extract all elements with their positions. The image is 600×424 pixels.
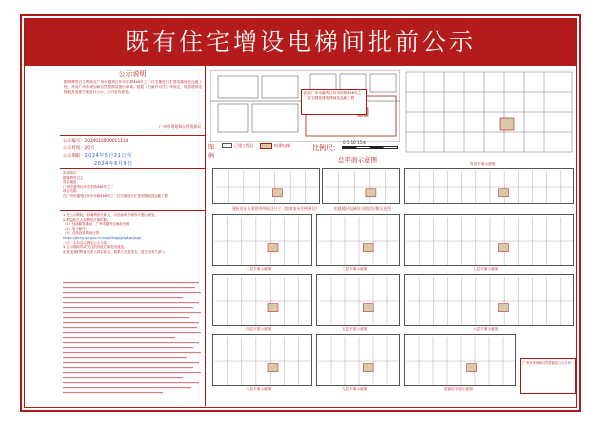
legend-swatch-elevator (260, 143, 272, 149)
floor-plan-lines (213, 215, 313, 267)
floor-plan-cell (212, 274, 312, 326)
left-margin-strip (25, 66, 60, 407)
applicant-label: 申请单位： (63, 171, 80, 175)
site-callout: 拟在广州市越秀区环市东路446号之二住宅楼加建电梯间及连廊工程 (301, 89, 367, 115)
floor-plan-caption: 九层平面示意图 (342, 387, 368, 391)
project-label: 项目名称： (63, 189, 80, 194)
floor-plan-cell (316, 274, 400, 326)
ground-floor-plan (404, 70, 574, 160)
instruction-item: 1.在公示期间，如属利害关系人，以信函或书面形式提出意见。 (63, 213, 158, 217)
floor-plan-caption: 五层平面示意图 (342, 327, 368, 331)
date-start: 2024年5月21日至 (84, 153, 133, 159)
site-plan-caption: 总平面示意图 (338, 156, 377, 164)
notice-date-row (63, 152, 132, 159)
page-title: 既有住宅增设电梯间批前公示 (25, 19, 576, 66)
floor-plan-caption: 八层平面示意图 (246, 387, 272, 391)
applicant-value: 据林辉等自主 (63, 175, 84, 180)
floor-plan-caption: 六层平面示意图 (473, 327, 499, 331)
floor-plan-lines (317, 335, 401, 387)
period-label: 公示时间： (63, 146, 85, 151)
floor-plan-cell (404, 274, 574, 326)
floor-plan-lines (213, 335, 313, 387)
notice-period-row (63, 145, 94, 151)
floor-plan-caption: 四层平面示意图 (246, 327, 272, 331)
project-value: 在广州市越秀区环市东路446号之二住宅楼进行扩建电梯间及连廊工程 (63, 193, 168, 198)
address-label: 项目地址： (63, 180, 80, 185)
applicant-block (63, 171, 203, 199)
scale-label: 比例尺: (312, 144, 336, 152)
floor-plan-cell (212, 334, 312, 386)
notice-date-end-row (94, 160, 133, 167)
instruction-item: 2.利益相关人权利的法律依据。 (63, 217, 111, 222)
divider (60, 210, 206, 211)
official-stamp: 广州市规划和自然资源局公示专用 (520, 358, 576, 394)
floor-plan-lines (213, 275, 313, 327)
floor-plan-lines (317, 215, 401, 267)
notice-heading: 公示说明 (118, 70, 147, 78)
floor-plan-cell (316, 334, 400, 386)
floor-plan-lines (323, 169, 401, 205)
floor-plan-cell (212, 214, 312, 266)
scale-numbers: 0 5 10 15米 (343, 140, 367, 145)
instruction-item: 4.意见须附利害关系人真实姓名、联系方式及签名，提交至有关部门。 (63, 249, 168, 254)
floor-plan-cell (404, 214, 574, 266)
period-value: 20天 (84, 146, 95, 151)
legend-fig-label: 图 (208, 144, 215, 151)
notice-body: 据林辉等自主利用在广州市越秀区环市东路446号之二住宅楼进行扩建电梯间及连廊工程，并向广州市规划和自然资源局提出申请。根据《行政许可法》等规定，现将增设电梯间及连廊方案进行公示，公开征询意见。 (64, 80, 202, 95)
detail-text-block (63, 280, 203, 400)
legend-swatch-existing (222, 143, 232, 148)
floor-plan-caption: 三层平面示意图 (342, 267, 368, 271)
floor-plan-lines (213, 169, 321, 205)
date-label: 公示期限： (63, 154, 85, 159)
floor-plan-lines (317, 275, 401, 327)
address-value: 广州市越秀区环市东路446号之二 (63, 184, 114, 189)
floor-plan-caption: 屋面层平面示意图 (444, 387, 473, 391)
floor-plan-cell (404, 334, 516, 386)
floor-plan-lines (405, 335, 517, 387)
date-end: 2024年6月9日 (94, 161, 133, 167)
instructions-block (63, 213, 203, 254)
instruction-item: （3）在线登录系统反馈 (63, 231, 100, 236)
dimension-caption: 建筑设计方案图中所标注尺寸（如本表未注明单位） (232, 206, 320, 211)
detail-text-lines (63, 280, 203, 400)
divider (60, 135, 206, 136)
floor-plan-lines (405, 275, 575, 327)
notice-org: 广州市规划和自然资源局 (159, 124, 201, 129)
floor-plan-caption: 七层平面示意图 (473, 267, 499, 271)
floor-plan-cell (322, 168, 400, 204)
code-label: 公示编号： (63, 139, 85, 144)
floor-plan-cell (316, 214, 400, 266)
code-value: 2024010000015114 (84, 139, 129, 144)
floor-1-caption: 首层平面示意图 (470, 162, 496, 166)
notice-code-row (63, 138, 128, 144)
floor-plan-lines (405, 215, 575, 267)
elevator-stage-caption: 拟建楼层电梯设计阶段层数示意图 (334, 206, 391, 211)
floor-plan-lines (405, 169, 575, 205)
instruction-item: 3.公示期间内或关注的其他方面提出意见。 (63, 245, 128, 250)
legend-elevator-label: 拟建电梯 (274, 143, 290, 148)
scale-bar (342, 146, 398, 149)
divider (60, 168, 206, 169)
floor-plan-caption: 二层平面示意图 (246, 267, 272, 271)
notice-url[interactable]: https://ghzyj.gz.gov.cn/xxgk/tzgg/ghgkgs/jzgs/ (63, 235, 142, 240)
instruction-item: （2）电子邮件： (63, 226, 89, 231)
floor-plan-cell (404, 168, 574, 204)
legend-existing-label: 已建工程区 (234, 143, 254, 148)
instruction-item: （1）信函邮寄地址：广州市越秀区解放北路 (63, 222, 130, 227)
legend-li-label: 例 (208, 153, 215, 160)
redline-note: （注：本信息以网站公示为准） (63, 240, 111, 245)
floor-plan-cell (212, 168, 320, 204)
